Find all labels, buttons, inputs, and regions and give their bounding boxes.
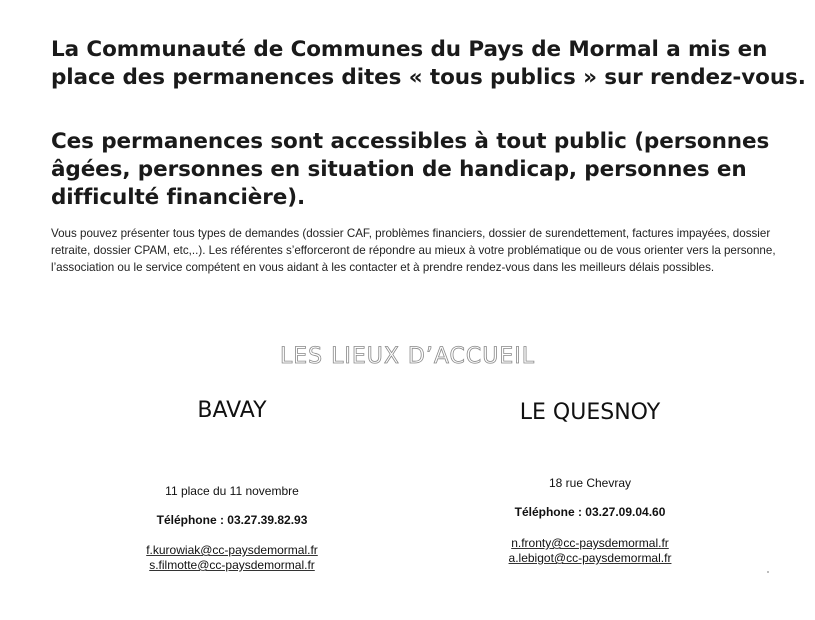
intro-paragraph: La Communauté de Communes du Pays de Mormal a mis en place des permanences dites « tous publics » sur rendez-vous. — [51, 37, 806, 90]
scan-speck — [767, 571, 769, 573]
place-bavay-details — [132, 484, 332, 573]
place-name: LE QUESNOY — [519, 400, 661, 425]
place-email[interactable]: n.fronty@cc-paysdemormal.fr — [511, 536, 669, 550]
accessibility-paragraph: Ces permanences sont accessibles à tout public (personnes âgées, personnes en situation de handicap, personnes en difficulté financière). — [51, 129, 770, 210]
details-paragraph: Vous pouvez présenter tous types de demandes (dossier CAF, problèmes financiers, dossier de surendettement, factures impayées, dossier retraite, dossier CPAM, etc,..). Les référentes s’efforceront de répondre au mieux à votre problématique ou de vous orienter vers la personne, l’association ou le service compétent en vous aidant à les contacter et à prendre rendez-vous dans les meilleurs délais possibles. — [51, 227, 776, 274]
place-bavay — [132, 398, 332, 423]
place-address: 11 place du 11 novembre — [165, 484, 299, 498]
place-address: 18 rue Chevray — [548, 476, 632, 490]
place-email[interactable]: f.kurowiak@cc-paysdemormal.fr — [146, 543, 318, 557]
section-title: LES LIEUX D’ACCUEIL — [280, 344, 535, 369]
place-le-quesnoy-details — [490, 476, 690, 566]
place-email[interactable]: s.filmotte@cc-paysdemormal.fr — [149, 558, 315, 572]
place-phone: Téléphone : 03.27.39.82.93 — [156, 513, 308, 527]
place-email[interactable]: a.lebigot@cc-paysdemormal.fr — [508, 551, 672, 565]
place-name: BAVAY — [197, 398, 267, 423]
place-phone: Téléphone : 03.27.09.04.60 — [514, 505, 666, 519]
place-le-quesnoy — [490, 400, 690, 425]
